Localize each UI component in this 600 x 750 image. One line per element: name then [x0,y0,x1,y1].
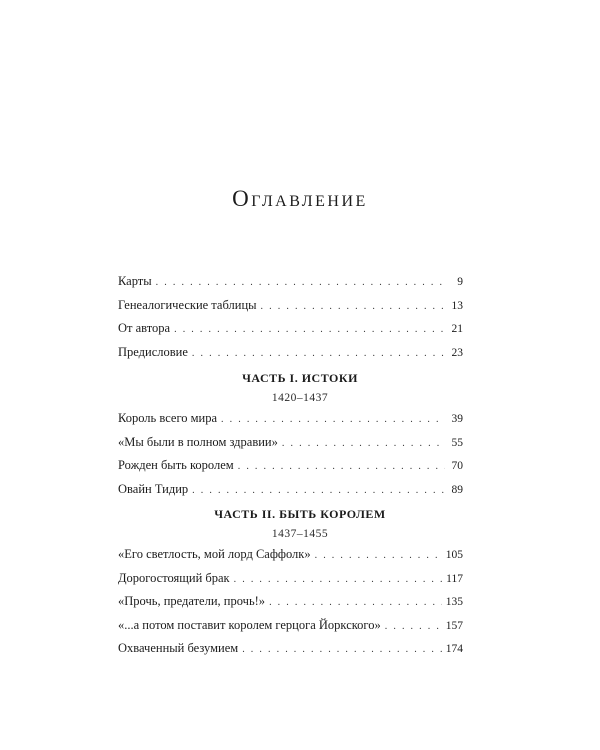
toc-entry-label: Охваченный безумием [118,641,239,655]
toc-entry[interactable] [118,614,463,638]
toc-entry-label: «Его светлость, мой лорд Саффолк» [118,547,311,561]
page-title: Оглавление [232,186,368,211]
leader-dots [282,432,445,456]
front-matter-list [118,270,463,364]
toc-entry-label: «Мы были в полном здравии» [118,434,278,449]
part-1-heading: ЧАСТЬ I. ИСТОКИ [242,371,358,385]
toc-entry-page: 117 [446,572,463,585]
toc-entry[interactable] [118,454,463,478]
toc-entry[interactable] [118,567,463,591]
part-1-years: 1420–1437 [271,392,329,404]
toc-entry-label: Рожден быть королем [118,458,234,472]
toc-entry-label: Генеалогические таблицы [118,297,257,312]
leader-dots [174,318,445,342]
toc-entry-label: Карты [118,274,152,288]
toc-entry-label: Дорогостоящий брак [118,570,230,585]
leader-dots [192,342,445,366]
leader-dots [156,271,445,295]
leader-dots [221,408,445,432]
leader-dots [261,295,445,319]
toc-entry[interactable] [118,590,463,614]
toc-entry-page: 70 [451,460,463,472]
leader-dots [242,638,442,662]
part-1-chapter-list [118,407,463,501]
toc-entry-page: 157 [445,619,463,632]
toc-entry-page: 21 [451,323,463,335]
toc-entry-label: Овайн Тидир [118,481,189,496]
toc-entry-page: 105 [445,549,463,561]
toc-entry[interactable] [118,270,463,294]
toc-entry-page: 89 [451,483,463,496]
toc-entry-page: 174 [445,643,463,655]
part-2-heading: ЧАСТЬ II. БЫТЬ КОРОЛЕМ [214,507,386,521]
toc-entry-page: 39 [451,413,463,425]
toc-entry[interactable] [118,317,463,341]
toc-entry[interactable] [118,294,463,318]
toc-entry-page: 9 [457,276,463,288]
leader-dots [269,591,442,615]
part-2-years: 1437–1455 [271,528,329,540]
toc-entry[interactable] [118,431,463,455]
toc-entry-label: «Прочь, предатели, прочь!» [118,594,266,608]
toc-entry[interactable] [118,478,463,502]
leader-dots [234,568,443,592]
part-2-chapter-list [118,543,463,661]
toc-entry-page: 13 [451,299,463,312]
leader-dots [385,615,442,639]
toc-entry-page: 135 [445,596,463,608]
toc-entry[interactable] [118,543,463,567]
toc-entry[interactable] [118,637,463,661]
leader-dots [192,479,445,503]
toc-entry-label: Предисловие [118,344,188,359]
leader-dots [315,544,442,568]
toc-entry-page: 55 [451,436,463,449]
toc-entry-label: «...а потом поставит королем герцога Йоркского» [118,617,381,632]
toc-entry[interactable] [118,341,463,365]
leader-dots [238,455,445,479]
toc-entry-page: 23 [451,346,463,359]
toc-entry-label: От автора [118,321,171,335]
toc-entry-label: Король всего мира [118,411,218,425]
toc-entry[interactable] [118,407,463,431]
